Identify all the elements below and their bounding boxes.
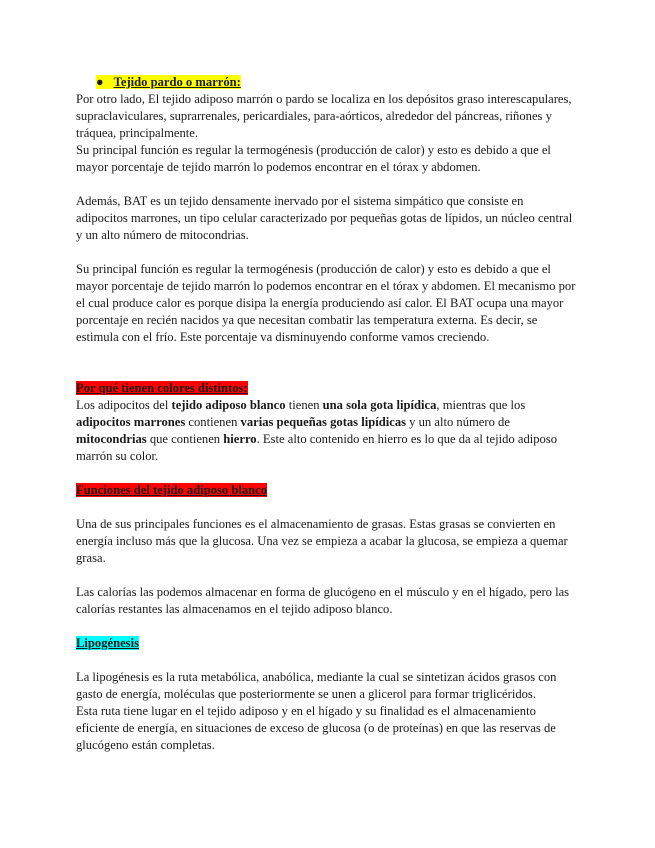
paragraph: Por otro lado, El tejido adiposo marrón o pardo se localiza en los depósitos graso interescapulares, supraclaviculares, suprarrenales, pericardiales, para-aórticos, alrededor del páncreas, riñones y tráquea, principalmente. (76, 92, 572, 140)
paragraph: Además, BAT es un tejido densamente inervado por el sistema simpático que consiste en adipocitos marrones, un tipo celular caracterizado por pequeñas gotas de lípidos, un núcleo central y un alto número de mitocondrias. (76, 194, 573, 242)
section-heading-lipogenesis (76, 635, 576, 652)
paragraph: La lipogénesis es la ruta metabólica, anabólica, mediante la cual se sintetizan ácidos grasos con gasto de energía, moléculas que posteriormente se unen a glicerol para formar triglicéridos. (76, 670, 557, 701)
heading-text: Por qué tienen colores distintos: (76, 381, 248, 395)
heading-text: Funciones del tejido adiposo blanco (76, 483, 268, 497)
section-heading-funciones (76, 482, 576, 499)
heading-text: Lipogénesis (76, 636, 139, 650)
paragraph: Una de sus principales funciones es el almacenamiento de grasas. Estas grasas se convierten en energía incluso más que la glucosa. Una vez se empieza a acabar la glucosa, se empieza a quemar grasa. (76, 517, 568, 565)
heading-text: Tejido pardo o marrón: (113, 75, 241, 89)
section-heading-tejido-pardo (76, 74, 576, 91)
bullet-icon: ● (96, 75, 104, 89)
paragraph: Esta ruta tiene lugar en el tejido adiposo y en el hígado y su finalidad es el almacenamiento eficiente de energía, en situaciones de exceso de glucosa (o de proteínas) en que las reservas de glucógeno están completas. (76, 704, 556, 752)
paragraph: Su principal función es regular la termogénesis (producción de calor) y esto es debido a que el mayor porcentaje de tejido marrón lo podemos encontrar en el tórax y abdomen. El mecanismo por el cual produce calor es porque disipa la energía produciendo así calor. El BAT ocupa una mayor porcentaje en recién nacidos ya que necesitan combatir las temperatura externa. Es decir, se estimula con el frío. Este porcentaje va disminuyendo conforme vamos creciendo. (76, 262, 576, 344)
paragraph: Las calorías las podemos almacenar en forma de glucógeno en el músculo y en el hígado, pero las calorías restantes las almacenamos en el tejido adiposo blanco. (76, 585, 570, 616)
section-heading-colores (76, 380, 576, 397)
paragraph: Su principal función es regular la termogénesis (producción de calor) y esto es debido a que el mayor porcentaje de tejido marrón lo podemos encontrar en el tórax y abdomen. (76, 143, 551, 174)
paragraph: Los adipocitos del tejido adiposo blanco tienen una sola gota lipídica, mientras que los adipocitos marrones contienen varias pequeñas gotas lipídicas y un alto número de mitocondrias que contienen hierro. Este alto contenido en hierro es lo que da al tejido adiposo marrón su color. (76, 398, 558, 463)
document-page (76, 74, 576, 754)
